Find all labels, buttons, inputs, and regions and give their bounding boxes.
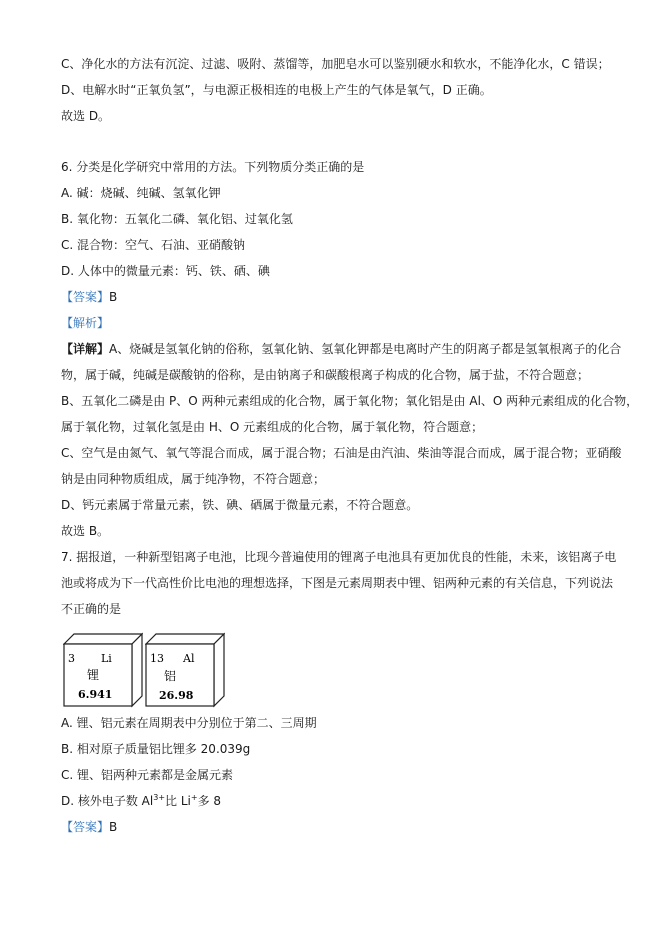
question-7-option-d <box>61 793 221 809</box>
question-7-option-a: A. 锂、铝元素在周期表中分别位于第二、三周期 <box>61 716 317 730</box>
question-6-detail-line: 钠是由同种物质组成，属于纯净物，不符合题意； <box>61 472 326 486</box>
charge-superscript: + <box>190 793 198 802</box>
answer-value: B <box>109 820 118 834</box>
option-c-explanation: C、净化水的方法有沉淀、过滤、吸附、蒸馏等，加肥皂水可以鉴别硬水和软水，不能净化水，C 错误； <box>61 57 610 71</box>
element-number: 13 <box>150 652 164 665</box>
element-symbol: Al <box>183 652 195 665</box>
question-6-option-c: C. 混合物：空气、石油、亚硝酸钠 <box>61 238 246 252</box>
detail-text: A、烧碱是氢氧化钠的俗称，氢氧化钠、氢氧化钾都是电离时产生的阴离子都是氢氧根离子的化合 <box>109 342 622 356</box>
question-6-answer <box>61 289 117 305</box>
question-6-detail-line: D、钙元素属于常量元素，铁、碘、硒属于微量元素，不符合题意。 <box>61 498 419 512</box>
question-6-detail-line: 物，属于碱，纯碱是碳酸钠的俗称，是由钠离子和碳酸根离子构成的化合物，属于盐，不符合题意； <box>61 368 590 382</box>
answer-value: B <box>109 290 118 304</box>
element-mass: 26.98 <box>159 689 194 702</box>
element-card-aluminium <box>145 632 225 708</box>
question-6-detail-line <box>61 341 621 357</box>
question-6-detail-line: C、空气是由氮气、氧气等混合而成，属于混合物；石油是由汽油、柴油等混合而成，属于混合物；亚硝酸 <box>61 446 622 460</box>
option-d-explanation: D、电解水时“正氧负氢”，与电源正极相连的电极上产生的气体是氧气，D 正确。 <box>61 83 492 97</box>
element-number: 3 <box>68 652 75 665</box>
element-symbol: Li <box>101 652 112 665</box>
question-7-stem: 池或将成为下一代高性价比电池的理想选择，下图是元素周期表中锂、铝两种元素的有关信息，下列说法 <box>61 576 614 590</box>
detail-tag: 【详解】 <box>61 342 110 356</box>
element-name: 锂 <box>87 668 100 682</box>
element-card-lithium <box>63 632 143 708</box>
question-6-detail-line: B、五氧化二磷是由 P、O 两种元素组成的化合物，属于氧化物；氧化铝是由 Al、O 两种元素组成的化合物， <box>61 394 639 408</box>
element-mass: 6.941 <box>78 688 113 701</box>
option-d-text: D. 核外电子数 Al <box>61 794 154 808</box>
question-7-stem: 不正确的是 <box>61 602 122 616</box>
question-6-stem: 6. 分类是化学研究中常用的方法。下列物质分类正确的是 <box>61 160 365 174</box>
question-6-option-a: A. 碱：烧碱、纯碱、氢氧化钾 <box>61 186 221 200</box>
question-6-detail-line: 属于氧化物，过氧化氢是由 H、O 元素组成的化合物，属于氧化物，符合题意； <box>61 420 484 434</box>
question-6-analysis-tag: 【解析】 <box>61 316 110 330</box>
option-d-text: 比 Li <box>165 794 191 808</box>
question-7-answer <box>61 819 117 835</box>
question-7-stem: 7. 据报道，一种新型铝离子电池，比现今普遍使用的锂离子电池具有更加优良的性能，未来，该铝离子电 <box>61 550 617 564</box>
answer-tag: 【答案】 <box>61 820 110 834</box>
previous-final-answer: 故选 D。 <box>61 109 111 123</box>
question-6-option-d: D. 人体中的微量元素：钙、铁、硒、碘 <box>61 264 270 278</box>
question-6-option-b: B. 氧化物：五氧化二磷、氧化铝、过氧化氢 <box>61 212 293 226</box>
option-d-text: 多 8 <box>197 794 222 808</box>
question-7-option-b: B. 相对原子质量铝比锂多 20.039g <box>61 742 251 756</box>
question-7-option-c: C. 锂、铝两种元素都是金属元素 <box>61 768 234 782</box>
answer-tag: 【答案】 <box>61 290 110 304</box>
element-name: 铝 <box>164 669 177 683</box>
charge-superscript: 3+ <box>153 793 166 802</box>
question-6-final: 故选 B。 <box>61 524 110 538</box>
